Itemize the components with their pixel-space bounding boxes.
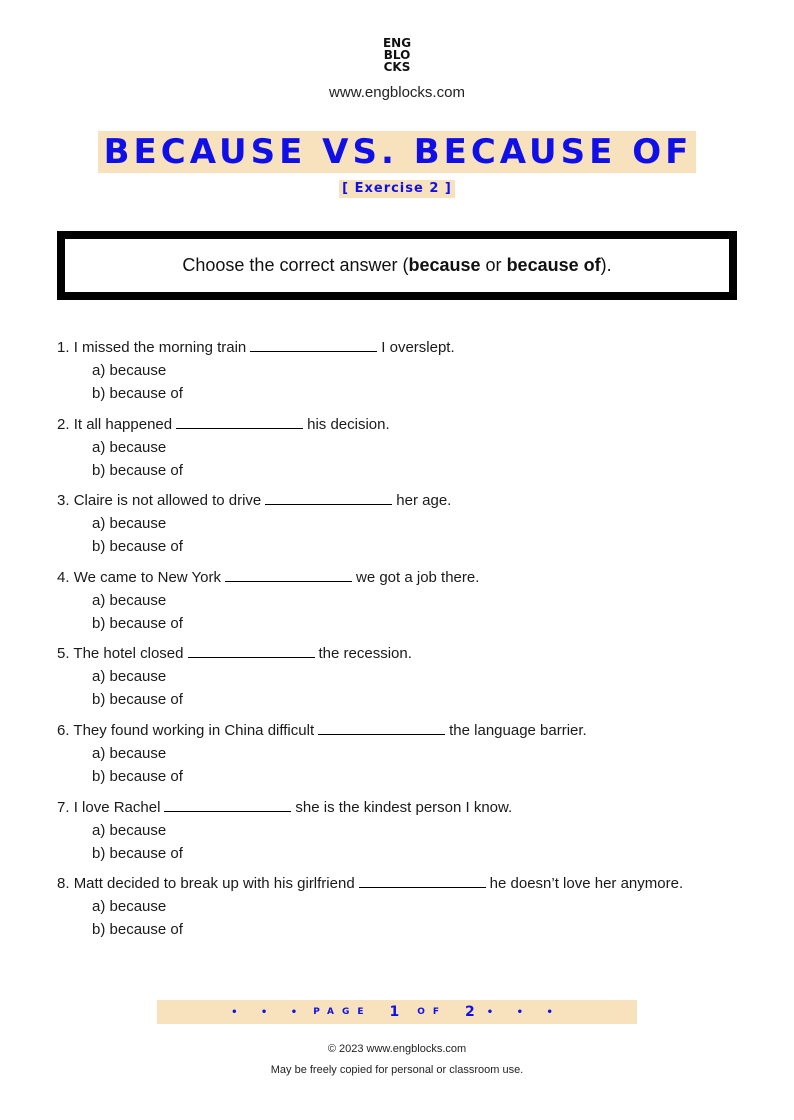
instruction-middle: or	[480, 255, 507, 275]
answer-blank[interactable]	[250, 337, 377, 352]
option-b[interactable]: b) because of	[92, 461, 183, 479]
question-text-after: I overslept.	[381, 339, 455, 356]
answer-blank[interactable]	[164, 797, 291, 812]
question-number: 6.	[57, 721, 70, 739]
question-text-before: Claire is not allowed to drive	[73, 492, 262, 510]
current-page: 1	[389, 1004, 400, 1020]
answer-blank[interactable]	[359, 873, 486, 888]
option-b[interactable]: b) because of	[92, 538, 183, 556]
question	[57, 567, 757, 644]
logo-line-2: BLO	[383, 48, 411, 62]
option-b[interactable]: b) because of	[92, 385, 183, 402]
engblocks-logo	[0, 37, 794, 73]
option-a[interactable]: a) because	[92, 591, 167, 609]
decorative-dots: • • •	[486, 1006, 563, 1018]
logo-line-1: ENG	[382, 36, 412, 50]
page-indicator	[157, 1000, 637, 1024]
question-text-after: he doesn’t love her anymore.	[489, 875, 684, 893]
subtitle-wrap	[0, 179, 794, 198]
question-stem	[57, 337, 757, 359]
total-pages: 2	[465, 1004, 475, 1020]
instruction-box	[57, 231, 737, 300]
question	[57, 414, 757, 491]
instruction-term-because: because	[408, 255, 481, 275]
question-text-before: Matt decided to break up with his girlfriend	[73, 875, 355, 893]
answer-blank[interactable]	[265, 490, 392, 505]
question-text-before: I missed the morning train	[73, 339, 247, 356]
question-text-before: I love Rachel	[73, 798, 161, 816]
copyright: © 2023 www.engblocks.com	[327, 1043, 467, 1055]
question	[57, 720, 757, 797]
question-text-before: The hotel closed	[73, 645, 184, 663]
answer-blank[interactable]	[225, 567, 352, 582]
question-text-after: she is the kindest person I know.	[295, 798, 513, 816]
question	[57, 490, 757, 567]
option-b[interactable]: b) because of	[92, 844, 183, 862]
question	[57, 337, 757, 414]
question-stem	[57, 873, 757, 895]
option-a[interactable]: a) because	[92, 362, 167, 379]
question	[57, 643, 757, 720]
question-stem	[57, 414, 757, 436]
question-number: 2.	[57, 415, 70, 433]
instruction-term-because-of: because of	[506, 255, 601, 275]
question	[57, 797, 757, 874]
instruction-prefix: Choose the correct answer (	[182, 255, 409, 275]
of-word: OF	[417, 1007, 448, 1017]
site-url: www.engblocks.com	[329, 84, 465, 101]
question-stem	[57, 567, 757, 589]
license-note: May be freely copied for personal or classroom use.	[270, 1064, 524, 1076]
question	[57, 873, 757, 950]
decorative-dots: • • •	[231, 1006, 308, 1018]
question-text-before: They found working in China difficult	[73, 721, 315, 739]
question-text-before: It all happened	[73, 415, 173, 433]
answer-blank[interactable]	[188, 643, 315, 658]
question-text-after: his decision.	[307, 415, 390, 433]
logo-line-3: CKS	[383, 60, 411, 74]
question-text-after: we got a job there.	[355, 568, 480, 586]
option-a[interactable]: a) because	[92, 668, 167, 686]
instruction-text	[182, 255, 611, 276]
option-b[interactable]: b) because of	[92, 691, 183, 709]
question-number: 7.	[57, 798, 70, 816]
page-title: BECAUSE VS. BECAUSE OF	[98, 131, 697, 173]
exercise-label: [ Exercise 2 ]	[339, 180, 455, 198]
question-stem	[57, 797, 757, 819]
question-list	[57, 337, 757, 950]
question-number: 1.	[57, 339, 70, 356]
question-stem	[57, 720, 757, 742]
option-a[interactable]: a) because	[92, 744, 167, 762]
question-text-after: the recession.	[318, 645, 412, 663]
question-stem	[57, 490, 757, 512]
answer-blank[interactable]	[318, 720, 445, 735]
question-number: 3.	[57, 492, 70, 510]
page-word: PAGE	[313, 1007, 372, 1017]
question-text-before: We came to New York	[73, 568, 221, 586]
question-stem	[57, 643, 757, 665]
option-b[interactable]: b) because of	[92, 921, 183, 939]
question-text-after: the language barrier.	[449, 721, 587, 739]
question-number: 4.	[57, 568, 70, 586]
option-a[interactable]: a) because	[92, 898, 167, 916]
title-wrap	[0, 131, 794, 173]
instruction-suffix: ).	[600, 255, 612, 275]
option-b[interactable]: b) because of	[92, 614, 183, 632]
question-text-after: her age.	[396, 492, 452, 510]
option-b[interactable]: b) because of	[92, 767, 183, 785]
answer-blank[interactable]	[176, 414, 303, 429]
option-a[interactable]: a) because	[92, 515, 167, 533]
question-number: 8.	[57, 875, 70, 893]
question-number: 5.	[57, 645, 70, 663]
option-a[interactable]: a) because	[92, 438, 167, 456]
option-a[interactable]: a) because	[92, 821, 167, 839]
